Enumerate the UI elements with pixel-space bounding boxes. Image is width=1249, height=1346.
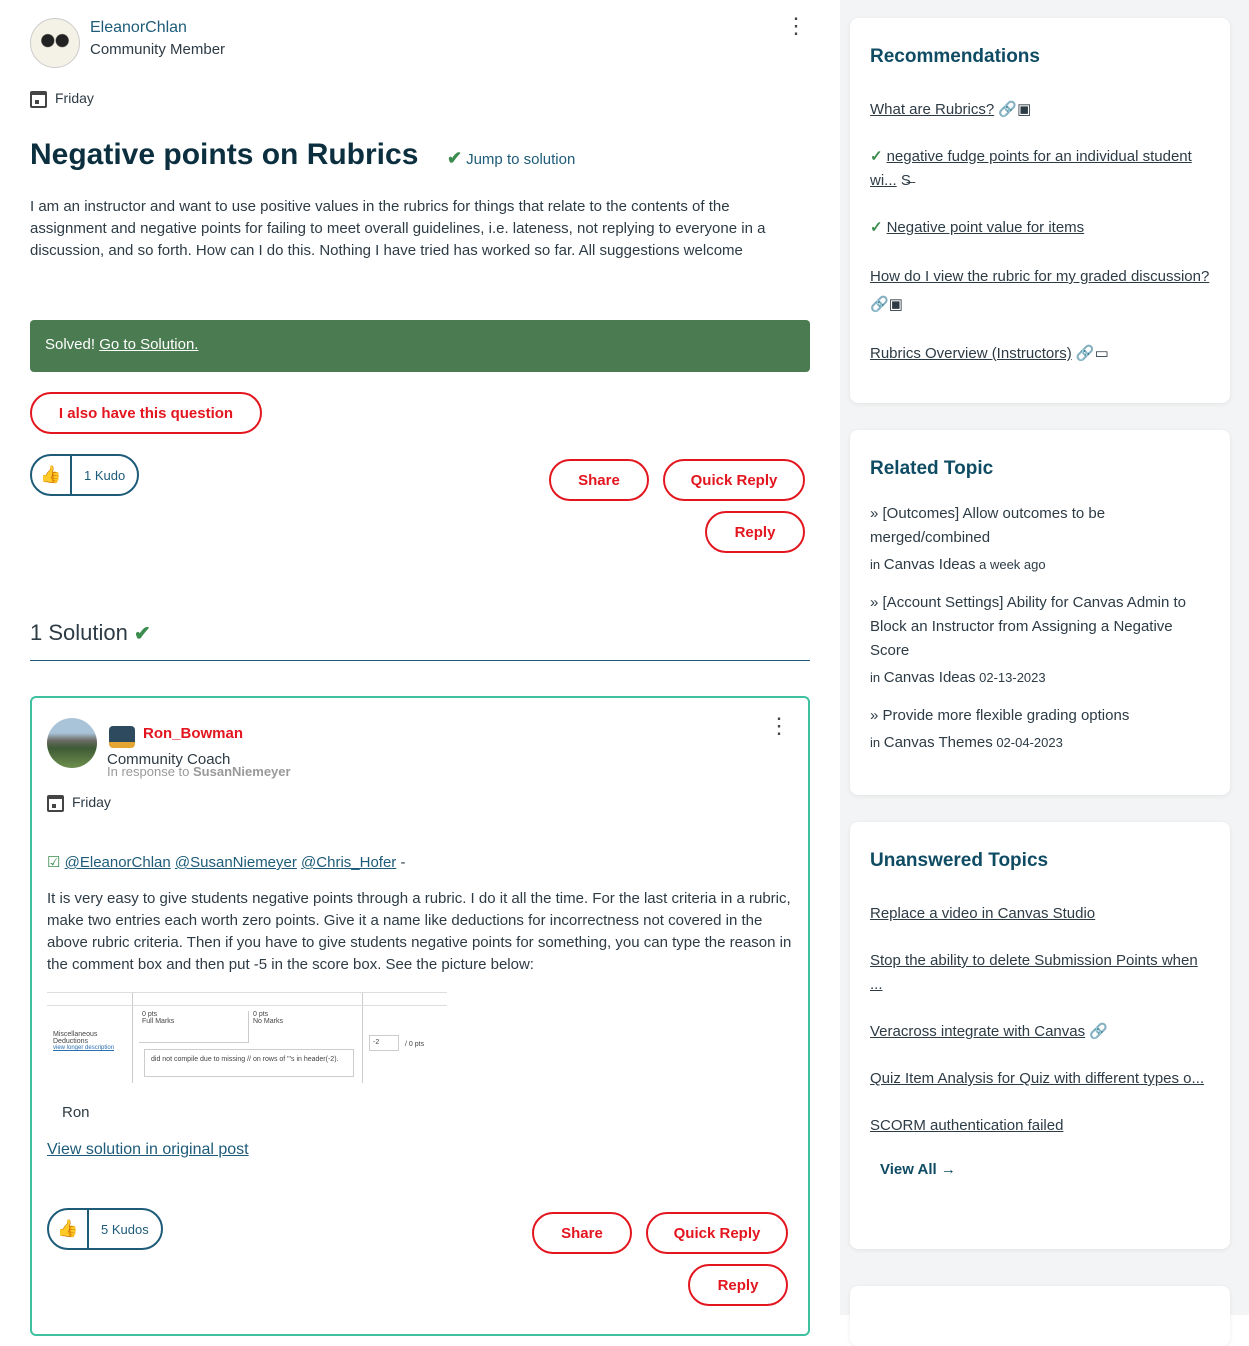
board-link[interactable]: Canvas Themes	[883, 734, 993, 751]
checkbox-icon: ☑	[47, 854, 61, 871]
in-response-user-link[interactable]: SusanNiemeyer	[193, 764, 291, 779]
topic-link[interactable]: SCORM authentication failed	[870, 1117, 1064, 1134]
recommendation-link[interactable]: Rubrics Overview (Instructors)	[870, 345, 1072, 362]
check-icon: ✔	[447, 148, 463, 168]
thumbs-up-icon: 👍	[32, 456, 72, 494]
kudo-button[interactable]: 👍 1 Kudo	[30, 454, 139, 496]
board-link[interactable]: Canvas Ideas	[883, 669, 976, 686]
kudo-button[interactable]: 👍 5 Kudos	[47, 1208, 163, 1250]
card-title: Recommendations	[870, 46, 1040, 67]
unanswered-topics-card	[850, 822, 1230, 1249]
topic-link[interactable]: Stop the ability to delete Submission Points when ...	[870, 952, 1198, 993]
check-icon: ✓	[870, 219, 883, 236]
related-item: » [Outcomes] Allow outcomes to be merged/combined in Canvas Ideas a week ago	[870, 505, 1106, 573]
image-icon: ▣	[1017, 101, 1032, 118]
in-response-to: In response to SusanNiemeyer	[107, 764, 291, 779]
recommendation-link[interactable]: Negative point value for items	[886, 219, 1085, 236]
mention-link[interactable]: @Chris_Hofer	[301, 854, 397, 871]
rank-badge-icon	[109, 726, 135, 748]
link-icon: 🔗	[998, 101, 1018, 118]
reply-button[interactable]: Reply	[705, 511, 805, 553]
related-link[interactable]: Provide more flexible grading options	[882, 707, 1130, 724]
solution-heading: 1 Solution ✔	[30, 620, 151, 645]
mention-link[interactable]: @EleanorChlan	[64, 854, 171, 871]
jump-to-solution-link[interactable]: ✔ Jump to solution	[447, 148, 576, 168]
page-title: Negative points on Rubrics	[30, 138, 419, 171]
more-options-icon[interactable]: ⋮	[785, 13, 807, 38]
link-icon: 🔗	[870, 296, 889, 313]
author-link[interactable]: Ron_Bowman	[143, 725, 244, 742]
go-to-solution-link[interactable]: Go to Solution.	[99, 336, 199, 353]
check-icon: ✔	[133, 623, 151, 645]
thumbs-up-icon: 👍	[49, 1210, 89, 1248]
solution-date: Friday	[72, 794, 111, 810]
avatar[interactable]	[30, 18, 80, 68]
more-options-icon[interactable]: ⋮	[768, 713, 790, 738]
quick-reply-button[interactable]: Quick Reply	[646, 1212, 788, 1254]
post-date: Friday	[55, 90, 94, 106]
author-link[interactable]: EleanorChlan	[90, 19, 187, 36]
post-body: I am an instructor and want to use positive values in the rubrics for things that relate to the contents of the assignment and negative points for failing to meet overall guidelines, i.e. lateness, not replying to everyone in a discussion, and so forth. How can I do this. Nothing I have tried has worked so far. All suggestions welcome	[30, 198, 766, 259]
chevrons-icon: »	[870, 505, 879, 522]
card-title: Related Topic	[870, 458, 994, 479]
also-have-question-button[interactable]: I also have this question	[30, 392, 262, 434]
card-title: Unanswered Topics	[870, 850, 1049, 871]
related-link[interactable]: [Outcomes] Allow outcomes to be merged/combined	[870, 505, 1106, 546]
author-role: Community Coach	[107, 751, 231, 768]
topic-link[interactable]: Replace a video in Canvas Studio	[870, 905, 1096, 922]
topic-link[interactable]: Veracross integrate with Canvas	[870, 1023, 1086, 1040]
reply-button[interactable]: Reply	[688, 1264, 788, 1306]
recommendation-link[interactable]: How do I view the rubric for my graded discussion?	[870, 268, 1210, 285]
solution-body: It is very easy to give students negative points through a rubric. I do it all the time. For the last criteria in a rubric, make two entries each worth zero points. Give it a name like deductions for incorrectness not covered in the above rubric criteria. Then if you have to give students negative points for something, you can type the reason in the comment box and then put -5 in the score box. See the picture below:	[47, 890, 792, 973]
topic-link[interactable]: Quiz Item Analysis for Quiz with different types o...	[870, 1070, 1205, 1087]
author-role: Community Member	[90, 41, 226, 58]
board-link[interactable]: Canvas Ideas	[883, 556, 976, 573]
signature: Ron	[62, 1104, 90, 1121]
chevrons-icon: »	[870, 707, 879, 724]
next-card	[850, 1286, 1230, 1346]
share-button[interactable]: Share	[532, 1212, 632, 1254]
recommendations-card	[850, 18, 1230, 403]
recommendation-link[interactable]: What are Rubrics?	[870, 101, 995, 118]
related-item: » Provide more flexible grading options in Canvas Themes 02-04-2023	[870, 707, 1130, 751]
avatar[interactable]	[47, 718, 97, 768]
divider	[30, 660, 810, 661]
mentions-line: ☑ @EleanorChlan @SusanNiemeyer @Chris_Hofer -	[47, 854, 406, 871]
related-item: » [Account Settings] Ability for Canvas Admin to Block an Instructor from Assigning a Negative Score in Canvas Ideas 02-13-2023	[870, 594, 1187, 686]
quick-reply-button[interactable]: Quick Reply	[663, 459, 805, 501]
rubric-screenshot: Miscellaneous Deductions view longer description 0 pts Full Marks 0 pts No Marks did not compile due to missing // on rows of "'s in header(-2). -2 / 0 pts	[47, 992, 447, 1082]
arrow-right-icon: →	[940, 1161, 956, 1178]
chevrons-icon: »	[870, 594, 879, 611]
link-icon: 🔗	[1089, 1023, 1108, 1040]
view-original-link[interactable]: View solution in original post	[47, 1141, 249, 1158]
solved-banner: Solved! Go to Solution.	[30, 320, 810, 372]
related-link[interactable]: [Account Settings] Ability for Canvas Admin to Block an Instructor from Assigning a Negative Score	[870, 594, 1187, 659]
solution-card	[30, 696, 810, 1336]
check-icon: ✓	[870, 148, 883, 165]
related-topic-card	[850, 430, 1230, 795]
link-icon: 🔗	[1075, 345, 1095, 362]
share-button[interactable]: Share	[549, 459, 649, 501]
image-icon: ▣	[888, 296, 903, 313]
strikethrough-icon: S̶	[900, 172, 911, 189]
view-all-link[interactable]: View All →	[880, 1161, 956, 1178]
calendar-icon	[30, 91, 47, 108]
video-icon: ▭	[1094, 345, 1109, 362]
calendar-icon	[47, 795, 64, 812]
mention-link[interactable]: @SusanNiemeyer	[174, 854, 297, 871]
recommendation-link[interactable]: negative fudge points for an individual student wi...	[870, 148, 1192, 189]
